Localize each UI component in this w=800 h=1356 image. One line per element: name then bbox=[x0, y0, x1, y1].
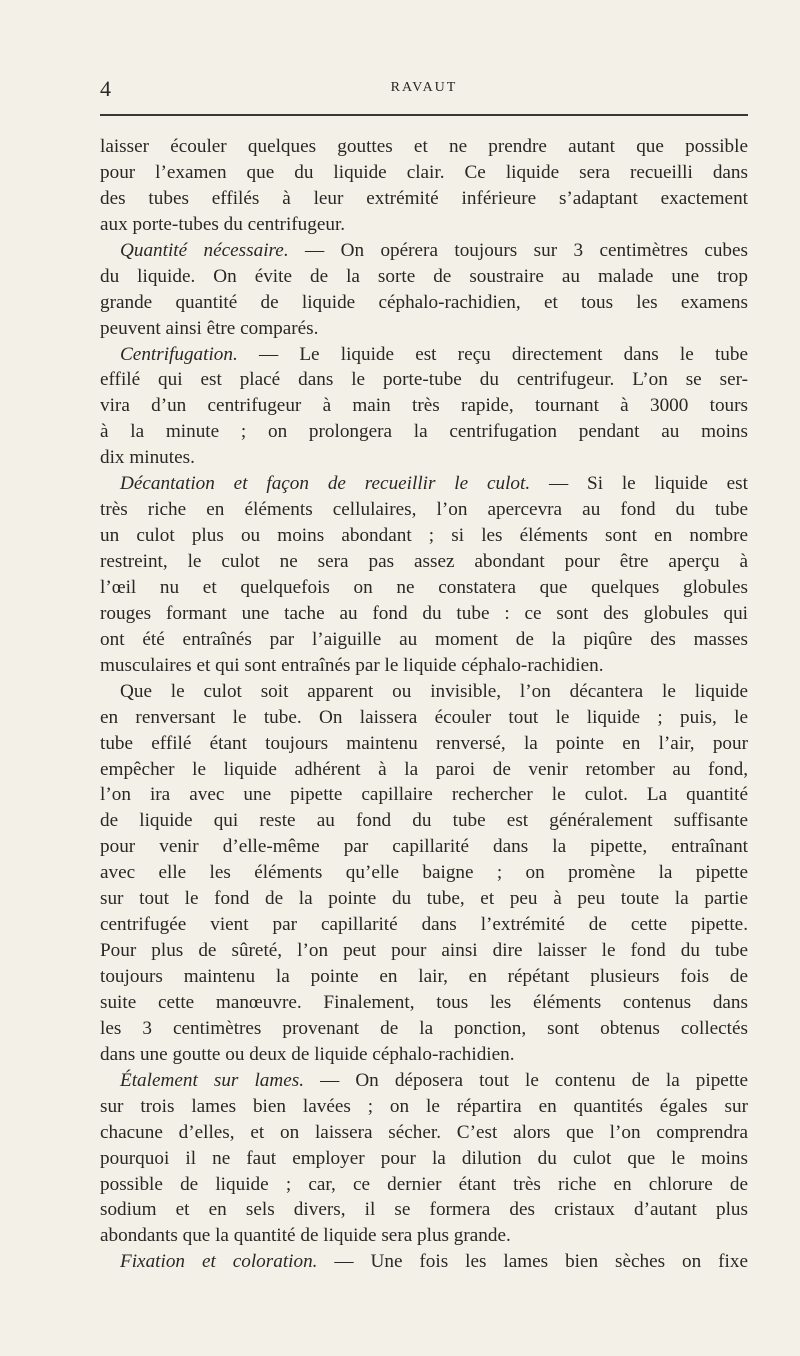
line-text: pourquoi il ne faut employer pour la dilution du culot que le moins bbox=[100, 1147, 748, 1169]
line-text: l’œil nu et quelquefois on ne constatera que quelques globules bbox=[100, 576, 748, 598]
text-line bbox=[100, 290, 748, 316]
text-line bbox=[100, 731, 748, 757]
text-line bbox=[100, 886, 748, 912]
text-line bbox=[100, 1146, 748, 1172]
line-text: — Le liquide est reçu directement dans le tube bbox=[237, 343, 748, 365]
text-line bbox=[100, 238, 748, 264]
text-line bbox=[100, 1068, 748, 1094]
line-text: sur tout le fond de la pointe du tube, et peu à peu toute la partie bbox=[100, 888, 748, 910]
text-line bbox=[100, 549, 748, 575]
text-line bbox=[100, 134, 748, 160]
text-line bbox=[100, 367, 748, 393]
running-title: RAVAUT bbox=[390, 80, 458, 95]
section-heading: Quantité nécessaire. bbox=[120, 239, 289, 261]
line-text: grande quantité de liquide céphalo-rachidien, et tous les examens bbox=[100, 291, 748, 313]
text-line bbox=[100, 757, 748, 783]
line-text: sodium et en sels divers, il se formera des cristaux d’autant plus bbox=[100, 1199, 748, 1221]
line-text: pour venir d’elle-même par capillarité dans la pipette, entraînant bbox=[100, 836, 748, 858]
text-line bbox=[100, 1016, 748, 1042]
text-line bbox=[100, 860, 748, 886]
line-text: tube effilé étant toujours maintenu renversé, la pointe en l’air, pour bbox=[100, 732, 748, 754]
text-line bbox=[100, 938, 748, 964]
line-text: en renversant le tube. On laissera écouler tout le liquide ; puis, le bbox=[100, 706, 748, 728]
line-text: dix minutes. bbox=[100, 447, 195, 469]
line-text: vira d’un centrifugeur à main très rapide, tournant à 3000 tours bbox=[100, 395, 748, 417]
text-line bbox=[100, 316, 748, 342]
line-text: laisser écouler quelques gouttes et ne prendre autant que possible bbox=[100, 136, 748, 157]
line-text: à la minute ; on prolongera la centrifugation pendant au moins bbox=[100, 421, 748, 443]
text-line bbox=[100, 1223, 748, 1249]
text-line bbox=[100, 445, 748, 471]
text-line bbox=[100, 471, 748, 497]
line-text: — Si le liquide est bbox=[530, 473, 748, 495]
line-text: restreint, le culot ne sera pas assez abondant pour être aperçu à bbox=[100, 551, 748, 572]
text-line bbox=[100, 705, 748, 731]
section-heading: Décantation et façon de recueillir le culot. bbox=[120, 473, 531, 495]
body-text bbox=[100, 134, 748, 1275]
text-line bbox=[100, 264, 748, 290]
text-line bbox=[100, 393, 748, 419]
text-line bbox=[100, 1172, 748, 1198]
section-heading: Étalement sur lames. bbox=[120, 1069, 305, 1091]
section-heading: Centrifugation. bbox=[120, 343, 238, 365]
line-text: de liquide qui reste au fond du tube est généralement suffisante bbox=[100, 810, 748, 832]
line-text: empêcher le liquide adhérent à la paroi de venir retomber au fond, bbox=[100, 758, 748, 780]
line-text: — On déposera tout le contenu de la pipette bbox=[304, 1069, 748, 1091]
text-line bbox=[100, 523, 748, 549]
text-line bbox=[100, 990, 748, 1016]
text-line bbox=[100, 627, 748, 653]
text-line bbox=[100, 964, 748, 990]
line-text: l’on ira avec une pipette capillaire rechercher le culot. La quantité bbox=[100, 784, 748, 806]
line-text: du liquide. On évite de la sorte de soustraire au malade une trop bbox=[100, 265, 748, 287]
line-text: effilé qui est placé dans le porte-tube du centrifugeur. L’on se ser- bbox=[100, 369, 748, 391]
text-line bbox=[100, 1249, 748, 1275]
page-number: 4 bbox=[100, 76, 111, 101]
text-line bbox=[100, 1120, 748, 1146]
line-text: les 3 centimètres provenant de la ponction, sont obtenus collectés bbox=[100, 1017, 748, 1039]
line-text: peuvent ainsi être comparés. bbox=[100, 317, 319, 339]
line-text: aux porte-tubes du centrifugeur. bbox=[100, 213, 346, 235]
line-text: pour l’examen que du liquide clair. Ce liquide sera recueilli dans bbox=[100, 161, 748, 183]
text-line bbox=[100, 342, 748, 368]
section-heading: Fixation et coloration. bbox=[120, 1251, 318, 1273]
page-header bbox=[100, 76, 748, 104]
line-text: — On opérera toujours sur 3 centimètres cubes bbox=[288, 239, 748, 261]
line-text: chacune d’elles, et on laissera sécher. C’est alors que l’on comprendra bbox=[100, 1121, 748, 1143]
line-text: dans une goutte ou deux de liquide céphalo-rachidien. bbox=[100, 1043, 515, 1065]
text-line bbox=[100, 497, 748, 523]
text-line bbox=[100, 834, 748, 860]
text-line bbox=[100, 601, 748, 627]
line-text: ont été entraînés par l’aiguille au moment de la piqûre des masses bbox=[100, 628, 748, 650]
line-text: sur trois lames bien lavées ; on le répartira en quantités égales sur bbox=[100, 1095, 748, 1117]
line-text: Pour plus de sûreté, l’on peut pour ainsi dire laisser le fond du tube bbox=[100, 940, 748, 962]
header-rule bbox=[100, 114, 748, 116]
line-text: toujours maintenu la pointe en lair, en répétant plusieurs fois de bbox=[100, 966, 748, 987]
text-line bbox=[100, 419, 748, 445]
text-line bbox=[100, 1042, 748, 1068]
line-text: abondants que la quantité de liquide sera plus grande. bbox=[100, 1225, 511, 1247]
line-text: — Une fois les lames bien sèches on fixe bbox=[317, 1251, 748, 1273]
line-text: centrifugée vient par capillarité dans l’extrémité de cette pipette. bbox=[100, 914, 748, 936]
line-text: possible de liquide ; car, ce dernier étant très riche en chlorure de bbox=[100, 1173, 748, 1195]
line-text: un culot plus ou moins abondant ; si les éléments sont en nombre bbox=[100, 525, 748, 547]
text-line bbox=[100, 808, 748, 834]
text-line bbox=[100, 679, 748, 705]
text-line bbox=[100, 912, 748, 938]
line-text: musculaires et qui sont entraînés par le liquide céphalo-rachidien. bbox=[100, 654, 604, 676]
text-line bbox=[100, 575, 748, 601]
text-line bbox=[100, 186, 748, 212]
line-text: des tubes effilés à leur extrémité inférieure s’adaptant exactement bbox=[100, 187, 748, 209]
text-line bbox=[100, 782, 748, 808]
text-line bbox=[100, 653, 748, 679]
line-text: suite cette manœuvre. Finalement, tous les éléments contenus dans bbox=[100, 991, 748, 1013]
line-text: très riche en éléments cellulaires, l’on apercevra au fond du tube bbox=[100, 499, 748, 521]
text-line bbox=[100, 1094, 748, 1120]
text-line bbox=[100, 160, 748, 186]
text-line bbox=[100, 212, 748, 238]
text-line bbox=[100, 1197, 748, 1223]
line-text: avec elle les éléments qu’elle baigne ; on promène la pipette bbox=[100, 862, 748, 884]
line-text: rouges formant une tache au fond du tube : ce sont des globules qui bbox=[100, 602, 748, 624]
line-text: Que le culot soit apparent ou invisible, l’on décantera le liquide bbox=[120, 680, 748, 702]
